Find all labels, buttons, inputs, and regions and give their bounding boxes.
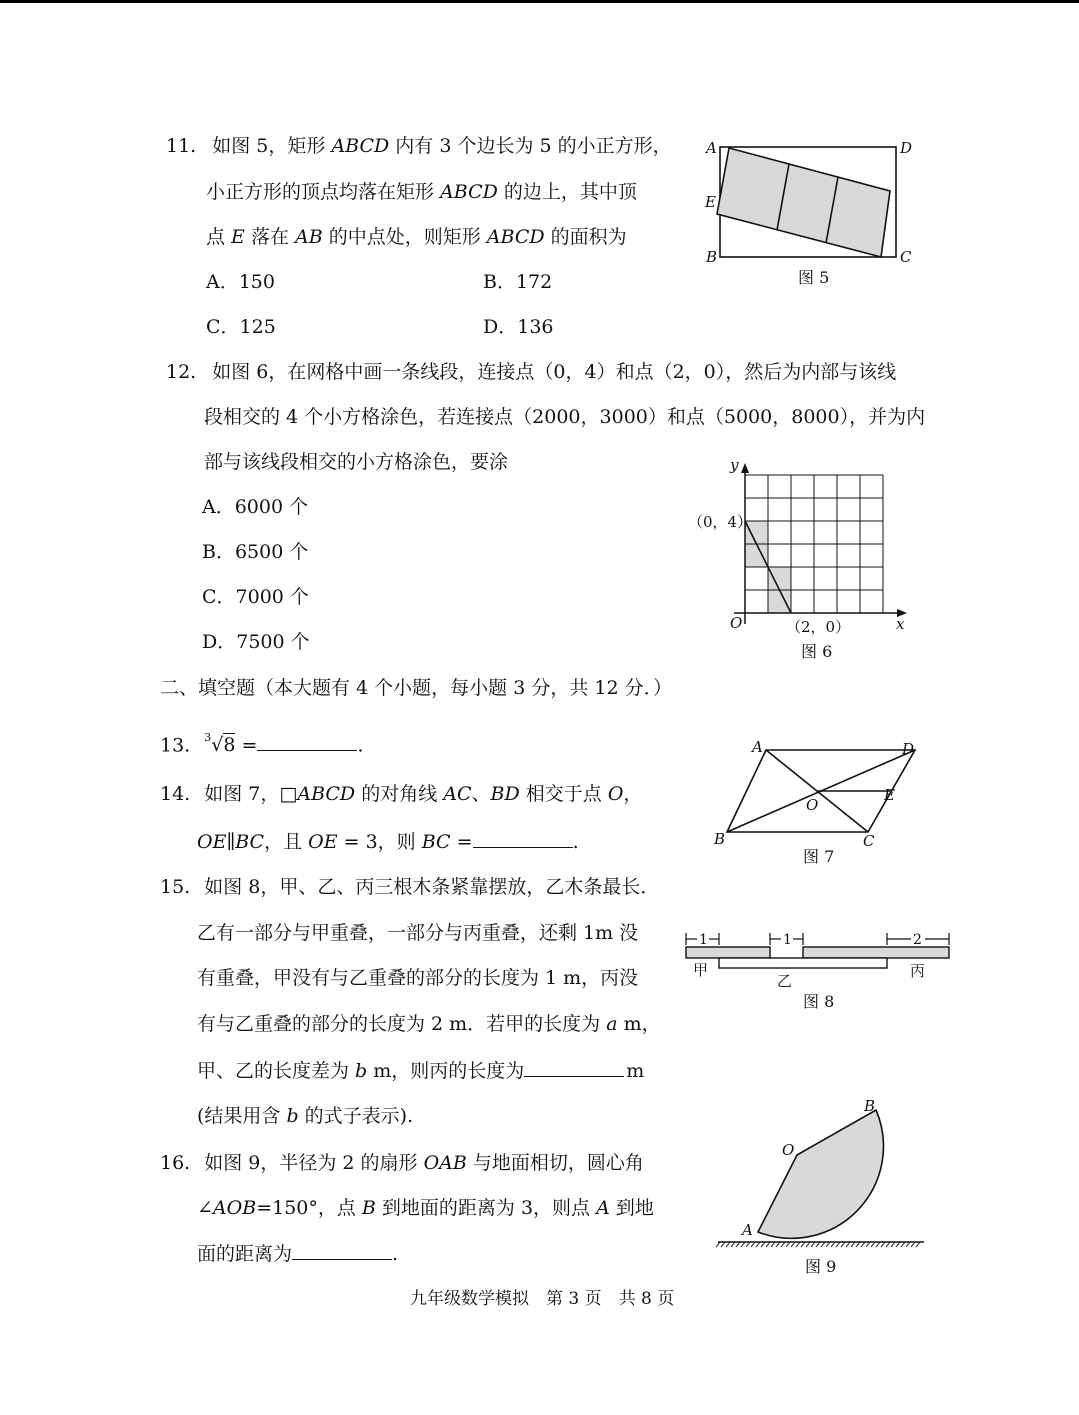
q15-text: m	[626, 1060, 645, 1082]
q12-option-c[interactable]: C．7000 个	[202, 586, 309, 608]
q14-text: AC	[443, 783, 472, 805]
fig7-label-o: O	[806, 796, 819, 814]
q16-line-1	[160, 1151, 644, 1175]
q11-text: 的面积为	[544, 226, 627, 248]
fig6-shaded-cell	[745, 544, 768, 567]
q11-option-b[interactable]: B．172	[483, 271, 553, 293]
q16-text: 面的距离为	[197, 1243, 293, 1265]
q14-text: 相交于点	[519, 783, 608, 805]
q16-line-2	[197, 1196, 654, 1220]
fig8-label-bing: 丙	[910, 962, 926, 980]
q14-answer-blank[interactable]	[473, 829, 573, 848]
parallelogram-icon: □	[279, 783, 298, 805]
fig7-label-b: B	[714, 830, 726, 848]
figure-7	[710, 738, 930, 868]
q11-line-2	[206, 180, 637, 204]
fig8-caption: 图 8	[803, 992, 835, 1011]
q13-root-index: 3	[204, 731, 212, 744]
fig6-y-arrow	[741, 463, 749, 473]
fig9-label-a: A	[742, 1221, 753, 1239]
q11-option-d[interactable]: D．136	[483, 316, 554, 338]
q16-text: =150°，点	[256, 1197, 362, 1219]
q16-text: 到地面的距离为 3，则点	[375, 1197, 597, 1219]
q11-text: 的中点处，则矩形	[322, 226, 487, 248]
q14-text: =	[450, 831, 473, 853]
top-edge-bar	[0, 0, 1079, 3]
q12-option-b[interactable]: B．6500 个	[202, 541, 309, 563]
q11-text: AB	[295, 226, 323, 248]
fig8-board-yi	[719, 958, 887, 968]
fig5-label-a: A	[706, 139, 717, 157]
q15-text: m，	[617, 1013, 661, 1035]
q14-text: BC	[235, 831, 265, 853]
q11-option-a[interactable]: A．150	[206, 271, 275, 293]
fig6-point-0-4-label: （0，4）	[688, 513, 753, 531]
q11-text: ABCD	[486, 226, 545, 248]
q16-text: AOB	[212, 1197, 257, 1219]
q16-text: A	[596, 1197, 610, 1219]
fig8-label-jia: 甲	[693, 961, 709, 979]
q13-radicand: 8	[223, 734, 236, 757]
q14-text: 、	[471, 783, 491, 805]
figure-9	[712, 1092, 932, 1282]
fig8-board-jia	[686, 947, 770, 958]
q14-text: ∥	[226, 831, 236, 853]
q14-text: O	[607, 783, 624, 805]
page-footer: 九年级数学模拟 第 3 页 共 8 页	[410, 1289, 675, 1309]
q12-option-d[interactable]: D．7500 个	[202, 631, 310, 653]
figure-5	[700, 135, 920, 295]
q11-text: 内有 3 个边长为 5 的小正方形，	[389, 135, 672, 157]
q11-text: ABCD	[331, 135, 390, 157]
q16-text: .	[392, 1243, 399, 1265]
q13-answer-blank[interactable]	[257, 732, 357, 751]
fig7-caption: 图 7	[803, 847, 835, 866]
q15-text: 有与乙重叠的部分的长度为 2 m．若甲的长度为	[197, 1013, 607, 1035]
q15-text: 甲、乙的长度差为	[197, 1060, 356, 1082]
q14-text: OE	[308, 831, 338, 853]
section-2-heading: 二、填空题（本大题有 4 个小题，每小题 3 分，共 12 分．）	[160, 677, 673, 699]
q14-text: BC	[421, 831, 451, 853]
q11-text: E	[231, 226, 245, 248]
fig7-label-a: A	[752, 738, 763, 756]
q11-number: 11.	[166, 135, 197, 157]
fig8-board-bing	[803, 947, 949, 958]
q12-line-3: 部与该线段相交的小方格涂色，要涂	[204, 451, 509, 473]
q14-text: 的对角线	[355, 783, 444, 805]
q12-line-2: 段相交的 4 个小方格涂色，若连接点（2000，3000）和点（5000，8000），并为内	[204, 406, 926, 428]
fig6-shaded-cell	[768, 567, 791, 590]
q15-line-3: 有重叠，甲没有与乙重叠的部分的长度为 1 m，丙没	[197, 967, 639, 989]
fig5-label-c: C	[900, 248, 912, 266]
figure-6	[688, 452, 918, 667]
q15-line-4	[197, 1012, 661, 1036]
q14-text: ，	[623, 783, 643, 805]
q15-line-6	[197, 1104, 413, 1128]
q12-number: 12.	[166, 361, 197, 383]
q13-equals: =	[241, 734, 258, 757]
fig8-label-yi: 乙	[777, 972, 793, 990]
q15-answer-blank[interactable]	[524, 1058, 624, 1077]
q15-text: m，则丙的长度为	[367, 1060, 525, 1082]
q15-line-2: 乙有一部分与甲重叠，一部分与丙重叠，还剩 1m 没	[197, 922, 639, 944]
q15-text: 如图 8，甲、乙、丙三根木条紧靠摆放，乙木条最长．	[204, 876, 660, 898]
q14-line-2	[197, 829, 579, 854]
fig7-label-e: E	[884, 786, 895, 804]
q11-option-c[interactable]: C．125	[206, 316, 276, 338]
fig5-label-b: B	[706, 248, 718, 266]
q14-text: 如图 7，	[204, 783, 280, 805]
fig6-point-2-0-label: （2，0）	[786, 618, 851, 636]
q13-line	[160, 729, 363, 757]
q15-text: a	[606, 1013, 618, 1035]
q16-line-3	[197, 1241, 398, 1266]
q11-text: ABCD	[440, 181, 498, 203]
figure-8	[683, 925, 958, 1020]
q16-text: 与地面相切，圆心角	[466, 1152, 644, 1174]
q14-text: OE	[197, 831, 227, 853]
q14-text: .	[572, 831, 579, 853]
fig6-x-label: x	[896, 615, 905, 633]
q11-line-1	[166, 134, 672, 158]
q14-text: ABCD	[297, 783, 356, 805]
q16-number: 16.	[160, 1152, 191, 1174]
q14-line-1	[160, 782, 642, 806]
fig6-y-label: y	[730, 456, 739, 474]
q11-text: 如图 5，矩形	[212, 135, 332, 157]
q14-text: = 3，则	[337, 831, 422, 853]
q12-line-1	[166, 360, 896, 384]
q15-text: 的式子表示).	[298, 1105, 414, 1127]
q14-number: 14.	[160, 783, 191, 805]
q14-text: BD	[490, 783, 520, 805]
fig9-label-b: B	[864, 1097, 876, 1115]
q11-line-3	[206, 225, 627, 249]
q15-text: b	[286, 1105, 299, 1127]
q16-text: OAB	[423, 1152, 467, 1174]
fig5-label-d: D	[900, 139, 913, 157]
q14-text: ，且	[264, 831, 309, 853]
q15-text: (结果用含	[197, 1105, 287, 1127]
q12-option-a[interactable]: A．6000 个	[202, 496, 309, 518]
q16-text: 如图 9，半径为 2 的扇形	[204, 1152, 424, 1174]
fig6-shaded-cell	[768, 590, 791, 613]
q16-answer-blank[interactable]	[292, 1241, 392, 1260]
q11-text: 小正方形的顶点均落在矩形	[206, 181, 441, 203]
q13-number: 13.	[160, 734, 191, 757]
fig5-caption: 图 5	[798, 268, 830, 287]
fig6-caption: 图 6	[801, 642, 833, 661]
fig6-origin-label: O	[730, 614, 743, 632]
fig8-dim-label-2: 1	[783, 932, 792, 948]
q11-text: 点	[206, 226, 232, 248]
q16-text: 到地	[609, 1197, 654, 1219]
angle-icon: ∠	[197, 1197, 213, 1219]
fig7-label-d: D	[902, 740, 915, 758]
fig8-dim-label-3: 2	[913, 932, 922, 948]
fig5-squares	[717, 148, 890, 257]
q11-text: 落在	[244, 226, 296, 248]
fig8-dim-label-1: 1	[699, 932, 708, 948]
q15-number: 15.	[160, 876, 191, 898]
fig9-label-o: O	[782, 1141, 795, 1159]
q15-line-5	[197, 1058, 644, 1083]
q12-text: 如图 6，在网格中画一条线段，连接点（0，4）和点（2，0），然后为内部与该线	[212, 361, 897, 383]
q16-text: B	[361, 1197, 376, 1219]
fig9-caption: 图 9	[805, 1257, 837, 1276]
fig9-sector	[758, 1110, 883, 1238]
q13-radical	[204, 731, 241, 757]
radical-sign-icon: √	[211, 734, 224, 757]
fig5-label-e: E	[705, 193, 716, 211]
q13-end: .	[357, 734, 364, 757]
fig7-label-c: C	[863, 832, 875, 850]
q11-text: 的边上，其中顶	[497, 181, 637, 203]
q15-line-1	[160, 875, 659, 899]
q15-text: b	[355, 1060, 368, 1082]
